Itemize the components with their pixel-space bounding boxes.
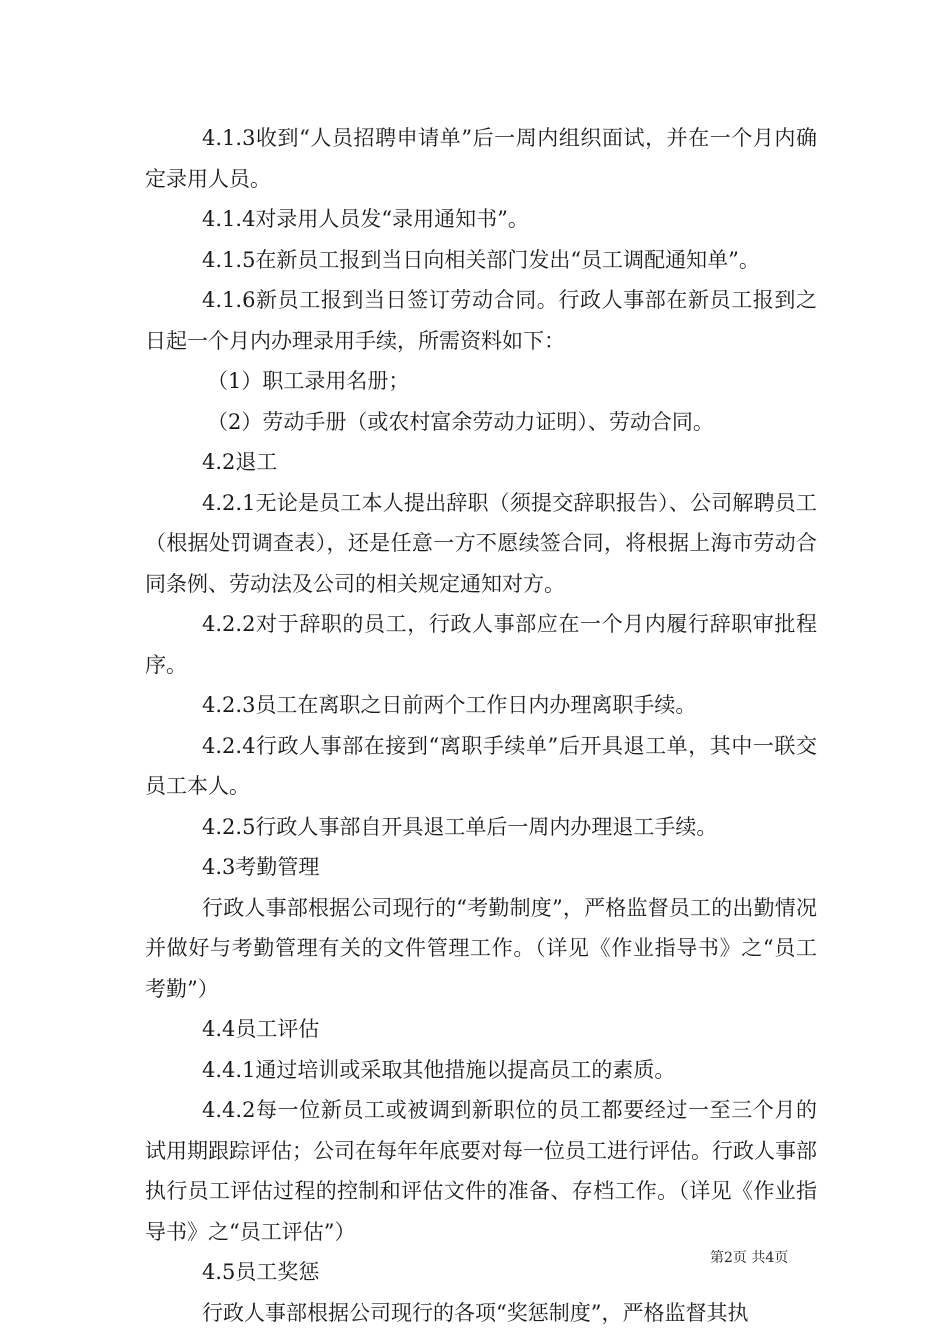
section-heading-4-4: 4.4员工评估: [202, 1017, 320, 1041]
list-item-2: （2）劳动手册（或农村富余劳动力证明）、劳动合同。: [207, 409, 714, 434]
paragraph-4-2-5: 4.2.5行政人事部自开具退工单后一周内办理退工手续。: [202, 814, 718, 839]
paragraph-4-4-2: 4.4.2每一位新员工或被调到新职位的员工都要经过一至三个月的试用期跟踪评估；公司在每年年底要对每一位员工进行评估。行政人事部执行员工评估过程的控制和评估文件的准备、存档工作。（详见《作业指导书》之“员工评估”）: [145, 1098, 817, 1244]
paragraph-4-1-3: 4.1.3收到“人员招聘申请单”后一周内组织面试，并在一个月内确定录用人员。: [145, 126, 817, 191]
paragraph-4-2-2: 4.2.2对于辞职的员工，行政人事部应在一个月内履行辞职审批程序。: [145, 612, 817, 677]
paragraph-4-2-1: 4.2.1无论是员工本人提出辞职（须提交辞职报告）、公司解聘员工（根据处罚调查表），还是任意一方不愿续签合同，将根据上海市劳动合同条例、劳动法及公司的相关规定通知对方。: [145, 490, 817, 596]
paragraph-4-3-body: 行政人事部根据公司现行的“考勤制度”，严格监督员工的出勤情况并做好与考勤管理有关的文件管理工作。（详见《作业指导书》之“员工考勤”）: [145, 895, 817, 1001]
paragraph-4-1-4: 4.1.4对录用人员发“录用通知书”。: [202, 207, 529, 231]
page-number-footer: 第2页 共4页: [710, 1250, 789, 1266]
document-body: [145, 118, 817, 1333]
list-item-1: （1）职工录用名册；: [207, 369, 410, 393]
paragraph-4-2-4: 4.2.4行政人事部在接到“离职手续单”后开具退工单，其中一联交员工本人。: [145, 733, 817, 798]
paragraph-4-4-1: 4.4.1通过培训或采取其他措施以提高员工的素质。: [202, 1057, 676, 1082]
section-heading-4-3: 4.3考勤管理: [202, 855, 320, 879]
paragraph-4-5-body: 行政人事部根据公司现行的各项“奖惩制度”，严格监督其执: [202, 1300, 749, 1325]
section-heading-4-2: 4.2退工: [202, 450, 278, 474]
paragraph-4-1-6: 4.1.6新员工报到当日签订劳动合同。行政人事部在新员工报到之日起一个月内办理录用手续，所需资料如下：: [145, 288, 817, 353]
paragraph-4-1-5: 4.1.5在新员工报到当日向相关部门发出“员工调配通知单”。: [202, 247, 760, 272]
paragraph-4-2-3: 4.2.3员工在离职之日前两个工作日内办理离职手续。: [202, 693, 697, 717]
section-heading-4-5: 4.5员工奖惩: [202, 1260, 320, 1284]
